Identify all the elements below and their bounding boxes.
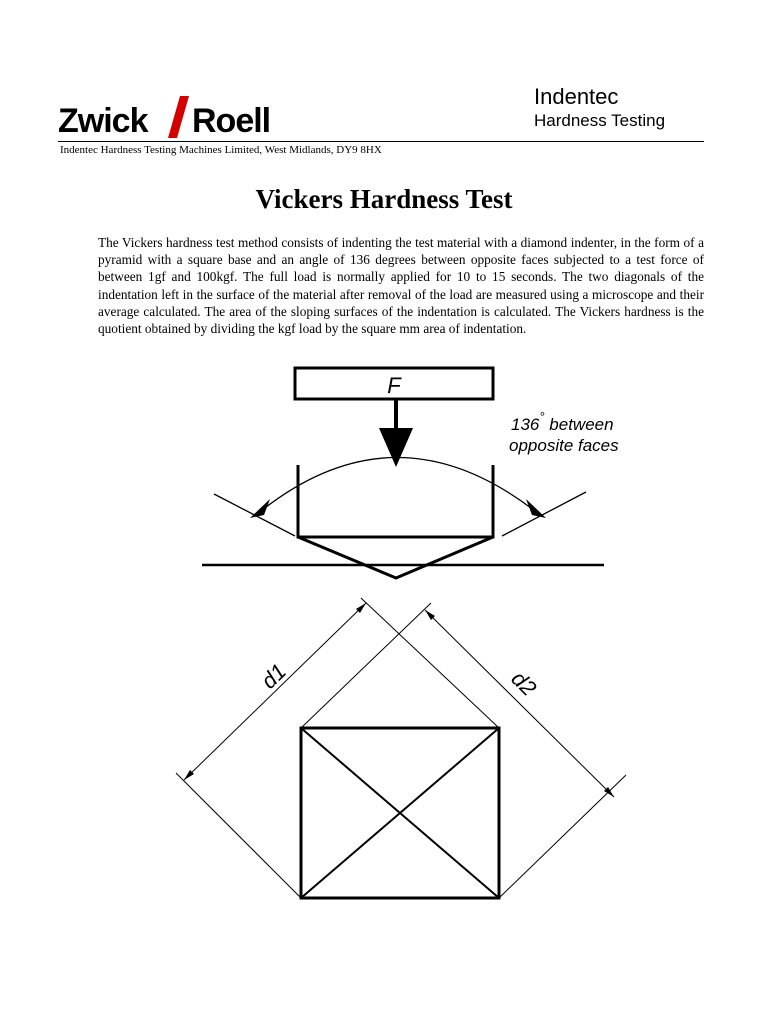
logo-graphic bbox=[58, 94, 288, 140]
d2-dimension-line bbox=[425, 610, 614, 797]
company-address: Indentec Hardness Testing Machines Limited, West Midlands, DY9 8HX bbox=[60, 144, 382, 156]
d2-extension-bottom bbox=[499, 775, 626, 898]
face-extension-right bbox=[502, 492, 586, 536]
document-title: Vickers Hardness Test bbox=[255, 184, 513, 214]
indenter-body bbox=[298, 465, 493, 537]
diagram-svg bbox=[0, 355, 768, 955]
d1-extension-bottom bbox=[176, 773, 301, 898]
d2-extension-top bbox=[301, 603, 431, 728]
angle-degree-symbol: ° bbox=[539, 409, 545, 424]
brand-name: Indentec bbox=[534, 84, 619, 109]
header-rule bbox=[58, 141, 704, 142]
angle-label-line2: opposite faces bbox=[509, 436, 619, 455]
svg-text:Roell: Roell bbox=[192, 102, 271, 140]
d1-label: d1 bbox=[256, 658, 292, 694]
zwick-roell-logo bbox=[58, 94, 288, 140]
force-label: F bbox=[387, 373, 401, 398]
d2-label: d2 bbox=[506, 665, 542, 701]
force-arrow-head bbox=[379, 428, 413, 467]
svg-text:Zwick: Zwick bbox=[58, 102, 148, 140]
body-paragraph: The Vickers hardness test method consists of indenting the test material with a diamond indenter, in the form of a pyramid with a square base and an angle of 136 degrees between opposite faces subjected to a test force of between 1gf and 100kgf. The full load is normally applied for 10 to 15 seconds. The two diagonals of the indentation left in the surface of the material after removal of the load are measured using a microscope and their average calculated. The area of the sloping surfaces of the indentation is calculated. The Vickers hardness is the quotient obtained by dividing the kgf load by the square mm area of indentation. bbox=[98, 235, 704, 337]
face-extension-left bbox=[214, 494, 295, 536]
indenter-tip bbox=[298, 537, 493, 578]
arc-arrow-left bbox=[250, 499, 270, 518]
angle-label-line1 bbox=[511, 409, 614, 434]
vickers-diagram bbox=[0, 355, 768, 955]
angle-text-between: between bbox=[544, 415, 614, 434]
brand-subtitle: Hardness Testing bbox=[534, 111, 666, 130]
angle-value: 136 bbox=[511, 415, 540, 434]
